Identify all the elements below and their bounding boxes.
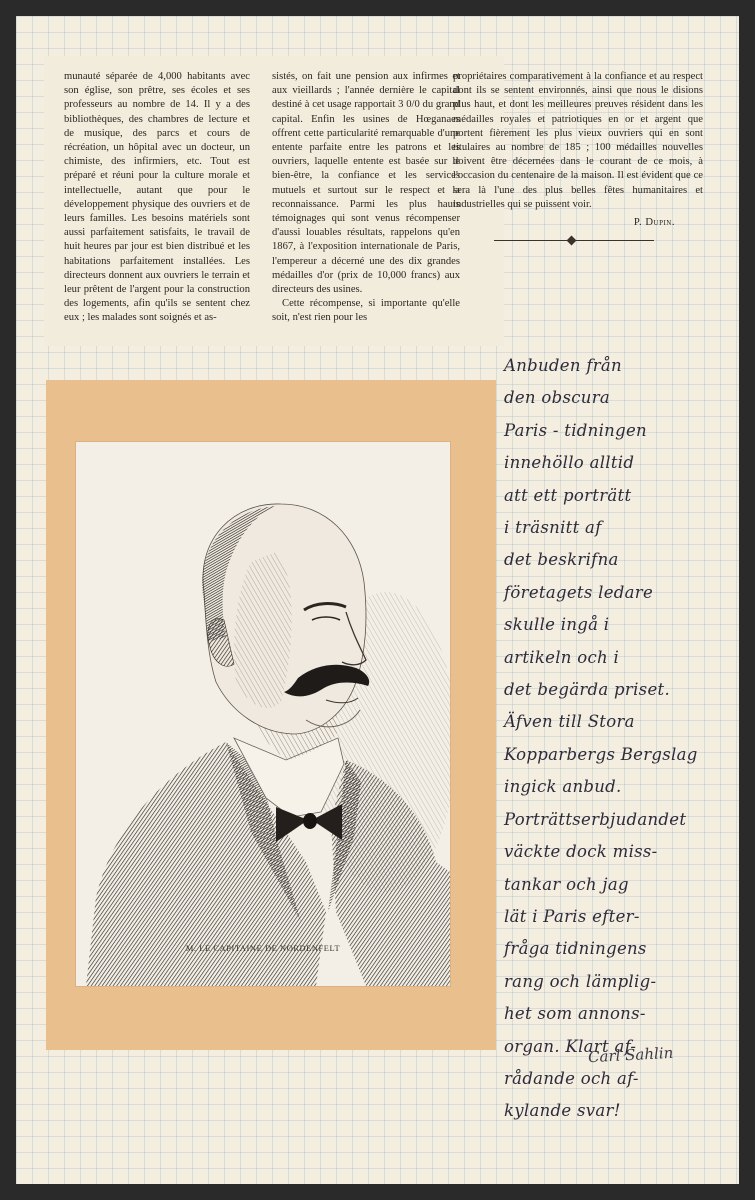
- article-text-col1: munauté séparée de 4,000 habitants avec son église, son prêtre, ses écoles et ses professeurs au nombre de 14. Il y a des bibliothèques, des chambres de lecture et de musique, des parcs et cours de récréation, un hôpital avec un docteur, un chimiste, des infirmiers, etc. Tout est préparé et réuni pour la culture morale et intellectuelle, autant que pour le développement physique des ouvriers et de leurs familles. Les besoins matériels sont aussi parfaitement satisfaits, le travail de huit heures par jour est bien distribué et les habitations parfaitement installées. Les directeurs donnent aux ouvriers le terrain et leur prêtent de l'argent pour la construction des logements, afin qu'ils se sentent chez eux ; les malades sont soignés et as-: [64, 71, 250, 324]
- note-line: det begärda priset.: [504, 680, 670, 700]
- note-line: väckte dock miss-: [504, 842, 658, 862]
- note-line: Porträttserbjudandet: [504, 809, 687, 829]
- article-text-col2a: sistés, on fait une pension aux infirmes et aux vieillards ; l'année dernière le capital destiné à cet usage rapportait 3 0/0 du grand capital. Enfin les usines de Hœganaes offrent cette particularité remarquable d'une entente parfaite entre les patrons et les ouvriers, laquelle entente est basée sur le bien-être, la confiance et les services mutuels et surtout sur le respect et la reconnaissance. Parmi les plus hauts témoignages qui sont venus récompenser d'aussi louables résultats, rappelons qu'en 1867, à l'exposition internationale de Paris, l'empereur a décerné une des dix grandes médailles d'or (prix de 10,000 francs) aux directeurs des usines.: [272, 71, 460, 296]
- note-line: det beskrifna: [504, 550, 619, 570]
- note-line: den obscura: [504, 388, 611, 408]
- note-line: företagets ledare: [504, 582, 654, 602]
- note-line: skulle ingå i: [504, 615, 610, 635]
- handwritten-signature: Carl Sahlin: [587, 1043, 674, 1067]
- note-line: artikeln och i: [504, 647, 620, 667]
- article-column-3: [453, 70, 703, 230]
- article-text-col3: propriétaires comparativement à la confiance et au respect dont ils se sentent environnés, ainsi que nous le disions plus haut, et dont les meilleures preuves résident dans les médailles royales et patriotiques en or et argent que portent fièrement les plus vieux ouvriers qui en sont titulaires au nombre de 185 ; 100 médailles nouvelles doivent être décernées dans le courant de ce mois, à l'occasion du centenaire de la maison. Il est évident que ce sera là l'une des plus belles fêtes humanitaires et industrielles qui se puissent voir.: [453, 71, 703, 210]
- note-line: rådande och af-: [504, 1068, 639, 1088]
- note-line: organ. Klart af-: [504, 1036, 637, 1056]
- note-line: i träsnitt af: [504, 518, 602, 538]
- article-signature: P. Dupin.: [633, 217, 675, 229]
- article-column-1: [64, 70, 250, 326]
- note-line: ingick anbud.: [504, 777, 622, 797]
- newspaper-clipping: [44, 56, 504, 346]
- note-line: tankar och jag: [504, 874, 629, 894]
- article-text-col2b: Cette récompense, si importante qu'elle soit, n'est rien pour les: [272, 298, 460, 324]
- note-line: innehöllo alltid: [504, 453, 635, 473]
- portrait-caption: M. LE CAPITAINE DE NORDENFELT: [185, 944, 341, 953]
- note-line: kylande svar!: [504, 1101, 621, 1121]
- note-line: att ett porträtt: [504, 485, 632, 505]
- portrait-engraving: [76, 442, 450, 986]
- note-line: het som annons-: [504, 1004, 646, 1024]
- note-line: fråga tidningens: [504, 939, 647, 959]
- note-line: Paris - tidningen: [504, 420, 647, 440]
- note-line: lät i Paris efter-: [504, 906, 640, 926]
- article-column-2: [272, 70, 460, 326]
- note-line: rang och lämplig-: [504, 971, 657, 991]
- note-line: Anbuden från: [504, 356, 622, 375]
- note-line: Kopparbergs Bergslag: [504, 744, 698, 764]
- portrait-illustration: [76, 442, 450, 986]
- note-line: Äfven till Stora: [504, 712, 635, 732]
- handwritten-note: [504, 350, 734, 1128]
- portrait-mount: [46, 380, 496, 1050]
